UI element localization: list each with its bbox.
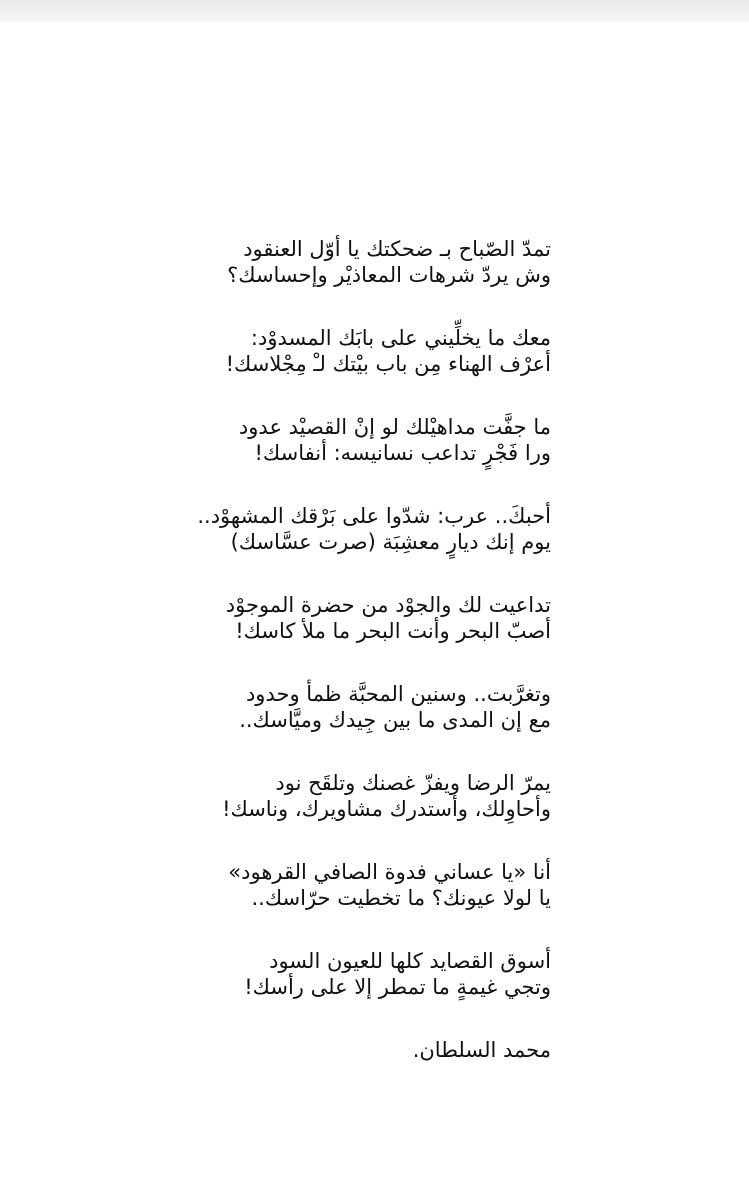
poem-line: معك ما يخلِّيني على بابَك المسدوْد: [250, 326, 551, 350]
poem-line: أحبكَ.. عرب: شدّوا على بَرْقك المشهوْد.. [197, 504, 551, 528]
poet-signature: محمد السلطان. [412, 1038, 551, 1062]
poem-line: ورا فَجْرٍ تداعب نسانيسه: أنفاسك! [254, 441, 551, 465]
poem-line: يا لولا عيونك؟ ما تخطيت حرّاسك.. [251, 886, 551, 910]
poem-line: مع إن المدى ما بين جِيدك وميَّاسك.. [239, 708, 551, 732]
poem-line: وتغرَّبت.. وسنين المحبَّة ظمأ وحدود [245, 682, 551, 706]
poem-line: تداعيت لك والجوْد من حضرة الموجوْد [225, 593, 551, 617]
stanza-6 [191, 681, 551, 733]
poem-line: يوم إنك ديارٍ معشِبَة (صرت عسَّاسك) [230, 530, 551, 554]
poem-text [191, 236, 551, 1063]
stanza-5 [191, 592, 551, 644]
top-bar [0, 0, 749, 22]
stanza-8 [191, 859, 551, 911]
stanza-2 [191, 325, 551, 377]
stanza-1 [191, 236, 551, 288]
poem-line: أسوق القصايد كلها للعيون السود [269, 949, 551, 973]
poem-line: أعرْف الهناء مِن باب بيْتك لـْ مِجْلاسك! [225, 352, 551, 376]
stanza-4 [191, 503, 551, 555]
poem-line: تمدّ الصّباح بـ ضحكتك يا أوّل العنقود [243, 237, 551, 261]
poem-line: أصبّ البحر وأنت البحر ما ملأ كاسك! [235, 619, 551, 643]
poem-line: يمرّ الرضا ويفزّ غصنك وتلقَح نود [275, 771, 551, 795]
poem-line: وتجي غيمةٍ ما تمطر إلا على رأسك! [244, 975, 551, 999]
stanza-9 [191, 948, 551, 1000]
stanza-7 [191, 770, 551, 822]
poem-line: وش يردّ شرهات المعاذيْر وإحساسك؟ [227, 263, 551, 287]
poem-line: وأحاوِلك، وأستدرك مشاويرك، وناسك! [222, 797, 551, 821]
poem-line: ما جفَّت مداهيْلك لو إنْ القصيْد عدود [238, 415, 551, 439]
poem-line: أنا «يا عساني فدوة الصافي القرهود» [228, 860, 551, 884]
stanza-3 [191, 414, 551, 466]
